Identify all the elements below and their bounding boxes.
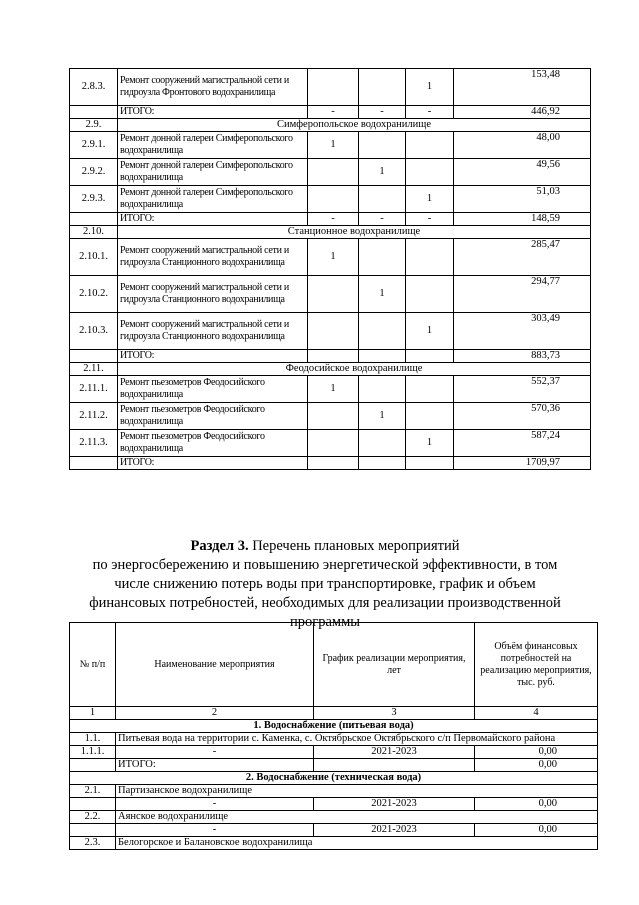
row-number: 2.10.2. xyxy=(70,276,118,313)
row-number xyxy=(70,350,118,363)
row-number: 2.10.3. xyxy=(70,313,118,350)
total-row xyxy=(70,106,591,119)
year-3-mark xyxy=(406,350,454,363)
year-1-mark xyxy=(308,350,359,363)
row-number xyxy=(70,213,118,226)
header-num: № п/п xyxy=(70,623,116,707)
row-name: Ремонт сооружений магистральной сети и гидроузла Фронтового водохранилища xyxy=(118,69,308,106)
row-value: 303,49 xyxy=(454,313,591,350)
measures-header-row xyxy=(70,623,598,707)
year-1-mark xyxy=(308,430,359,457)
row-number: 2.9.2. xyxy=(70,159,118,186)
table-row xyxy=(70,239,591,276)
year-3-mark: - xyxy=(406,106,454,119)
header-name: Наименование мероприятия xyxy=(116,623,314,707)
year-2-mark xyxy=(359,376,406,403)
measures-table xyxy=(69,622,598,850)
header-finance: Объём финансовых потребностей на реализацию мероприятия, тыс. руб. xyxy=(475,623,598,707)
header-schedule: График реализации мероприятия, лет xyxy=(314,623,475,707)
year-3-mark xyxy=(406,239,454,276)
group-number: 2.10. xyxy=(70,226,118,239)
row-name: Ремонт пьезометров Феодосийского водохранилища xyxy=(118,403,308,430)
table-row xyxy=(70,132,591,159)
group-number: 2.9. xyxy=(70,119,118,132)
year-1-mark: 1 xyxy=(308,376,359,403)
row-number: 2.9.3. xyxy=(70,186,118,213)
row-number: 1.1.1. xyxy=(70,746,116,759)
year-3-mark xyxy=(406,276,454,313)
row-number xyxy=(70,824,116,837)
row-value: 49,56 xyxy=(454,159,591,186)
year-1-mark xyxy=(308,403,359,430)
colnum-4: 4 xyxy=(475,707,598,720)
table-row xyxy=(70,159,591,186)
row-value: 0,00 xyxy=(475,824,598,837)
row-name: - xyxy=(116,824,314,837)
total-row xyxy=(70,457,591,470)
colnum-2: 2 xyxy=(116,707,314,720)
year-1-mark xyxy=(308,159,359,186)
row-number: 2.11.2. xyxy=(70,403,118,430)
group-number: 2.11. xyxy=(70,363,118,376)
year-2-mark xyxy=(359,239,406,276)
total-value: 446,92 xyxy=(454,106,591,119)
row-value: 0,00 xyxy=(475,759,598,772)
group-header-row xyxy=(70,226,591,239)
total-label: ИТОГО: xyxy=(118,350,308,363)
section-3-line-4: финансовых потребностей, необходимых для реализации производственной xyxy=(89,595,561,611)
year-2-mark xyxy=(359,430,406,457)
row-number: 1.1. xyxy=(70,733,116,746)
total-label: ИТОГО: xyxy=(118,106,308,119)
year-1-mark xyxy=(308,313,359,350)
year-1-mark: 1 xyxy=(308,132,359,159)
year-3-mark: 1 xyxy=(406,430,454,457)
row-name: - xyxy=(116,746,314,759)
row-name: Ремонт донной галереи Симферопольского водохранилища xyxy=(118,186,308,213)
section-3-heading xyxy=(60,537,590,632)
section-3-line-2: по энергосбережению и повышению энергетической эффективности, в том xyxy=(92,557,558,573)
section-title: 1. Водоснабжение (питьевая вода) xyxy=(70,720,598,733)
row-value: 587,24 xyxy=(454,430,591,457)
year-2-mark: - xyxy=(359,106,406,119)
year-3-mark: - xyxy=(406,213,454,226)
row-value: 0,00 xyxy=(475,746,598,759)
group-header-row xyxy=(70,363,591,376)
row-number: 2.2. xyxy=(70,811,116,824)
group-title: Феодосийское водохранилище xyxy=(118,363,591,376)
year-3-mark: 1 xyxy=(406,186,454,213)
row-number: 2.11.3. xyxy=(70,430,118,457)
group-header-row xyxy=(70,119,591,132)
section-row xyxy=(70,772,598,785)
year-3-mark: 1 xyxy=(406,69,454,106)
table-row xyxy=(70,403,591,430)
section-title: 2. Водоснабжение (техническая вода) xyxy=(70,772,598,785)
section-3-line-5: программы xyxy=(290,614,360,630)
row-schedule: 2021-2023 xyxy=(314,798,475,811)
subsection-row xyxy=(70,837,598,850)
row-name: Ремонт донной галереи Симферопольского водохранилища xyxy=(118,132,308,159)
table-row xyxy=(70,69,591,106)
year-1-mark: 1 xyxy=(308,239,359,276)
table-row xyxy=(70,313,591,350)
row-name: Ремонт донной галереи Симферопольского водохранилища xyxy=(118,159,308,186)
row-schedule xyxy=(314,759,475,772)
table-row xyxy=(70,376,591,403)
row-name: Ремонт сооружений магистральной сети и гидроузла Станционного водохранилища xyxy=(118,313,308,350)
year-3-mark xyxy=(406,159,454,186)
total-value: 148,59 xyxy=(454,213,591,226)
row-value: 285,47 xyxy=(454,239,591,276)
year-3-mark xyxy=(406,457,454,470)
subsection-row xyxy=(70,785,598,798)
subsection-title: Аянское водохранилище xyxy=(116,811,598,824)
row-number: 2.11.1. xyxy=(70,376,118,403)
row-number: 2.10.1. xyxy=(70,239,118,276)
works-table xyxy=(69,68,591,470)
year-1-mark xyxy=(308,276,359,313)
row-name: ИТОГО: xyxy=(116,759,314,772)
row-value: 153,48 xyxy=(454,69,591,106)
year-2-mark xyxy=(359,457,406,470)
subsection-title: Белогорское и Балановское водохранилища xyxy=(116,837,598,850)
year-1-mark: - xyxy=(308,106,359,119)
row-schedule: 2021-2023 xyxy=(314,746,475,759)
row-value: 48,00 xyxy=(454,132,591,159)
row-value: 51,03 xyxy=(454,186,591,213)
total-label: ИТОГО: xyxy=(118,213,308,226)
colnum-3: 3 xyxy=(314,707,475,720)
group-title: Станционное водохранилище xyxy=(118,226,591,239)
subsection-row xyxy=(70,733,598,746)
subsection-row xyxy=(70,811,598,824)
row-value: 294,77 xyxy=(454,276,591,313)
section-3-line-3: числе снижению потерь воды при транспортировке, график и объем xyxy=(114,576,536,592)
row-name: Ремонт сооружений магистральной сети и гидроузла Станционного водохранилища xyxy=(118,276,308,313)
year-2-mark xyxy=(359,186,406,213)
row-number: 2.3. xyxy=(70,837,116,850)
row-value: 570,36 xyxy=(454,403,591,430)
row-number xyxy=(70,759,116,772)
row-number xyxy=(70,457,118,470)
year-2-mark: 1 xyxy=(359,159,406,186)
row-name: - xyxy=(116,798,314,811)
row-number: 2.9.1. xyxy=(70,132,118,159)
total-row xyxy=(70,213,591,226)
year-2-mark xyxy=(359,69,406,106)
table-row xyxy=(70,186,591,213)
row-schedule: 2021-2023 xyxy=(314,824,475,837)
group-title: Симферопольское водохранилище xyxy=(118,119,591,132)
table-row xyxy=(70,746,598,759)
section-row xyxy=(70,720,598,733)
total-value: 883,73 xyxy=(454,350,591,363)
year-3-mark: 1 xyxy=(406,313,454,350)
year-2-mark xyxy=(359,313,406,350)
year-1-mark xyxy=(308,69,359,106)
section-3-label: Раздел 3. xyxy=(190,538,249,554)
table-row xyxy=(70,798,598,811)
total-row xyxy=(70,350,591,363)
total-value: 1709,97 xyxy=(454,457,591,470)
total-row xyxy=(70,759,598,772)
subsection-title: Питьевая вода на территории с. Каменка, с. Октябрьское Октябрьского с/п Первомайского района xyxy=(116,733,598,746)
year-2-mark: - xyxy=(359,213,406,226)
measures-colnum-row xyxy=(70,707,598,720)
year-3-mark xyxy=(406,132,454,159)
row-number xyxy=(70,798,116,811)
year-2-mark xyxy=(359,350,406,363)
year-1-mark: - xyxy=(308,213,359,226)
table-row xyxy=(70,824,598,837)
year-2-mark: 1 xyxy=(359,276,406,313)
row-number xyxy=(70,106,118,119)
row-value: 0,00 xyxy=(475,798,598,811)
year-1-mark xyxy=(308,186,359,213)
year-3-mark xyxy=(406,376,454,403)
subsection-title: Партизанское водохранилище xyxy=(116,785,598,798)
row-name: Ремонт пьезометров Феодосийского водохранилища xyxy=(118,376,308,403)
year-1-mark xyxy=(308,457,359,470)
year-2-mark: 1 xyxy=(359,403,406,430)
section-3-title: Перечень плановых мероприятий xyxy=(248,538,460,554)
row-number: 2.8.3. xyxy=(70,69,118,106)
row-name: Ремонт сооружений магистральной сети и гидроузла Станционного водохранилища xyxy=(118,239,308,276)
colnum-1: 1 xyxy=(70,707,116,720)
year-2-mark xyxy=(359,132,406,159)
row-number: 2.1. xyxy=(70,785,116,798)
row-value: 552,37 xyxy=(454,376,591,403)
year-3-mark xyxy=(406,403,454,430)
total-label: ИТОГО: xyxy=(118,457,308,470)
row-name: Ремонт пьезометров Феодосийского водохранилища xyxy=(118,430,308,457)
table-row xyxy=(70,430,591,457)
table-row xyxy=(70,276,591,313)
